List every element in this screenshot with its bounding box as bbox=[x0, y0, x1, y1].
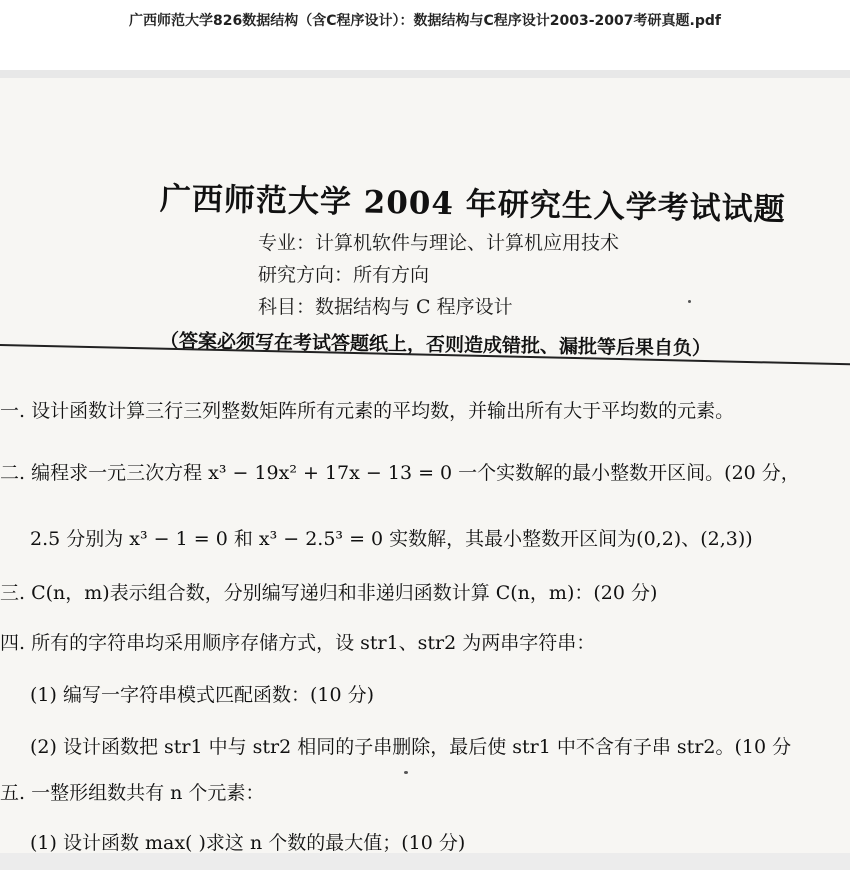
exam-subject: 科目：数据结构与 C 程序设计 bbox=[258, 296, 513, 318]
question-3: 三. C(n，m)表示组合数，分别编写递归和非递归函数计算 C(n，m)：(20 分) bbox=[0, 582, 658, 604]
scan-speck bbox=[404, 771, 408, 774]
scan-speck bbox=[688, 300, 691, 303]
question-5: 五. 一整形组数共有 n 个元素： bbox=[0, 782, 265, 804]
question-2-note: 2.5 分别为 x³ − 1 = 0 和 x³ − 2.5³ = 0 实数解，其最小整数开区间为(0,2)、(2,3)) bbox=[30, 528, 753, 550]
question-1: 一. 设计函数计算三行三列整数矩阵所有元素的平均数，并输出所有大于平均数的元素。 bbox=[0, 400, 735, 422]
document-title: 广西师范大学826数据结构（含C程序设计）：数据结构与C程序设计2003-2007考研真题.pdf bbox=[129, 13, 721, 29]
document-header bbox=[0, 0, 850, 70]
question-4-part-2: (2) 设计函数把 str1 中与 str2 相同的子串删除，最后使 str1 中不含有子串 str2。(10 分 bbox=[30, 736, 792, 758]
pdf-page-scan bbox=[0, 78, 850, 853]
question-2: 二. 编程求一元三次方程 x³ − 19x² + 17x − 13 = 0 一个实数解的最小整数开区间。(20 分， bbox=[0, 462, 800, 484]
exam-title: 广西师范大学 2004 年研究生入学考试试题 bbox=[159, 181, 787, 228]
question-4-part-1: (1) 编写一字符串模式匹配函数：(10 分) bbox=[30, 684, 374, 706]
toolbar-separator bbox=[0, 70, 850, 78]
question-5-part-1: (1) 设计函数 max( )求这 n 个数的最大值；(10 分) bbox=[30, 832, 466, 853]
page-separator bbox=[0, 853, 850, 870]
exam-major: 专业：计算机软件与理论、计算机应用技术 bbox=[258, 232, 620, 254]
exam-notice: （答案必须写在考试答题纸上，否则造成错批、漏批等后果自负） bbox=[159, 330, 712, 360]
question-4: 四. 所有的字符串均采用顺序存储方式，设 str1、str2 为两串字符串： bbox=[0, 632, 596, 654]
exam-direction: 研究方向：所有方向 bbox=[258, 264, 430, 286]
